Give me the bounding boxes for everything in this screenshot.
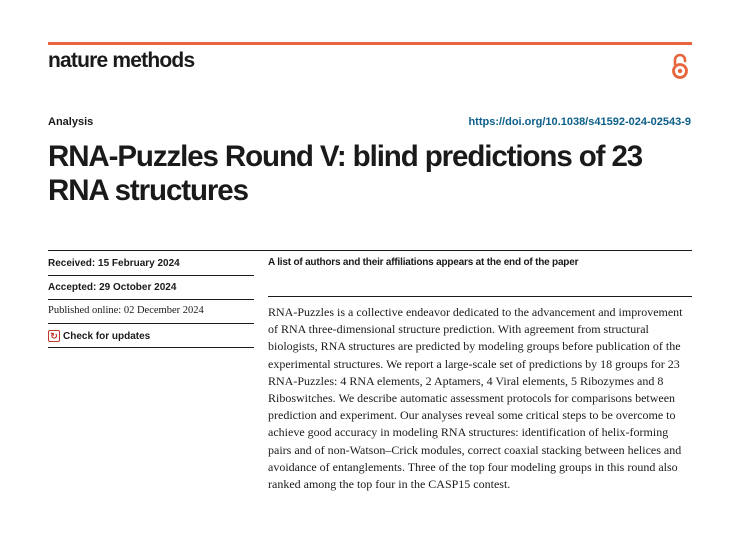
section-divider [48, 250, 692, 251]
article-title: RNA-Puzzles Round V: blind predictions of 23 RNA structures [48, 140, 643, 207]
accepted-date: Accepted: 29 October 2024 [48, 282, 177, 293]
check-for-updates-button[interactable] [48, 330, 150, 342]
meta-divider [48, 323, 254, 324]
doi-link[interactable]: https://doi.org/10.1038/s41592-024-02543-9 [468, 116, 691, 128]
abstract-text: RNA-Puzzles is a collective endeavor dedicated to the advancement and improvement of RNA three-dimensional structure prediction. With agreement from structural biologists, RNA structures are predicted by modeling groups before publication of the experimental structures. We report a large-scale set of predictions by 18 groups for 23 RNA-Puzzles: 4 RNA elements, 2 Aptamers, 4 Viral elements, 5 Ribozymes and 8 Riboswitches. We describe automatic assessment protocols for comparisons between prediction and experiment. Our analyses reveal some critical steps to be overcome to achieve good accuracy in modeling RNA structures: identification of helix-forming pairs and of non-Watson–Crick modules, correct coaxial stacking between helices and avoidance of entanglements. Three of the top four modeling groups in this round also ranked among the top four in the CASP15 contest. [268, 305, 683, 492]
open-access-icon [669, 52, 691, 80]
published-date: Published online: 02 December 2024 [48, 305, 204, 316]
meta-divider [48, 299, 254, 300]
meta-divider [48, 347, 254, 348]
check-for-updates-label: Check for updates [63, 330, 151, 342]
meta-divider [48, 275, 254, 276]
header-accent-bar [48, 42, 692, 45]
article-type: Analysis [48, 116, 94, 128]
authors-note: A list of authors and their affiliations appears at the end of the paper [268, 257, 579, 268]
abstract-divider [268, 296, 692, 297]
update-badge-icon: ↻ [48, 330, 60, 342]
journal-name: nature methods [48, 49, 195, 72]
received-date: Received: 15 February 2024 [48, 258, 180, 269]
